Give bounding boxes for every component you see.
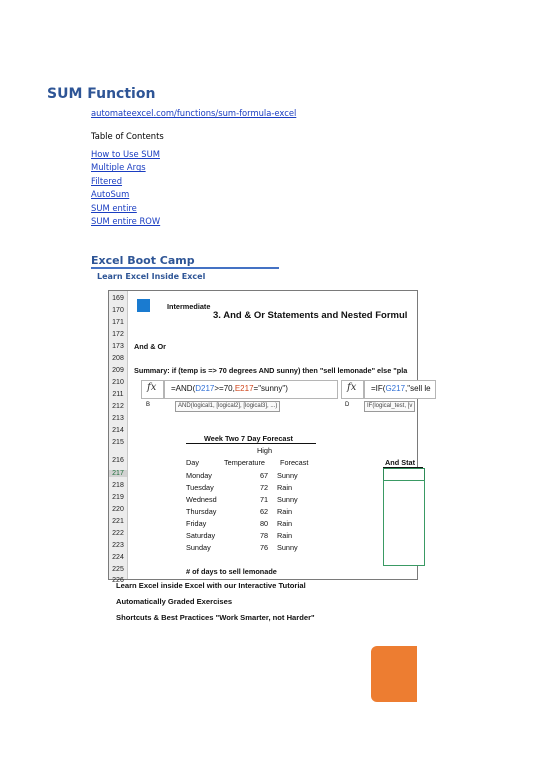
toc-item-how-to-use-sum[interactable]: How to Use SUM <box>91 149 160 159</box>
row-number-column <box>109 291 128 584</box>
toc-item-sum-entire[interactable]: SUM entire <box>91 202 137 213</box>
toc-label: Table of Contents <box>91 131 164 141</box>
temperature-cell: 62 <box>260 507 269 516</box>
row-number: 224 <box>112 554 124 561</box>
temperature-cell: 71 <box>260 495 269 504</box>
row-number: 172 <box>112 331 124 338</box>
if-syntax-tooltip: IF(logical_test, [v <box>364 401 415 412</box>
row-number: 170 <box>112 307 124 314</box>
toc-list <box>91 145 160 225</box>
row-number: 219 <box>112 494 124 501</box>
column-marker-d: D <box>345 402 350 408</box>
row-number: 208 <box>112 355 124 362</box>
summary-text: Summary: if (temp is => 70 degrees AND sunny) then "sell lemonade" else "pla <box>134 366 408 375</box>
feature-line: Automatically Graded Exercises <box>116 597 233 606</box>
source-link[interactable]: automateexcel.com/functions/sum-formula-excel <box>91 108 297 118</box>
row-number: 216 <box>112 457 124 464</box>
toc-item-sum-entire-row[interactable]: SUM entire ROW <box>91 215 161 226</box>
temperature-cell: 80 <box>260 519 269 528</box>
row-number: 220 <box>112 506 124 513</box>
header-day: Day <box>186 458 199 467</box>
row-number: 210 <box>112 379 124 386</box>
row-number: 215 <box>112 439 124 446</box>
row-number: 173 <box>112 343 124 350</box>
row-number: 221 <box>112 518 124 525</box>
toc-item-filtered[interactable]: Filtered <box>91 175 123 186</box>
forecast-cell: Rain <box>277 483 293 492</box>
formula-text-2: =IF(G217,"sell le <box>371 384 431 393</box>
forecast-cell: Sunny <box>277 495 298 504</box>
bootcamp-subtitle: Learn Excel Inside Excel <box>97 272 206 281</box>
cta-button[interactable] <box>371 646 417 702</box>
temperature-cell: 67 <box>260 471 269 480</box>
feature-line: Shortcuts & Best Practices "Work Smarter, not Harder" <box>116 613 315 622</box>
row-number: 212 <box>112 403 124 410</box>
toc-item-autosum[interactable]: AutoSum <box>91 189 130 200</box>
forecast-cell: Sunny <box>277 543 298 552</box>
level-marker-icon <box>137 299 150 312</box>
temperature-cell: 78 <box>260 531 269 540</box>
row-number: 225 <box>112 566 124 573</box>
forecast-cell: Sunny <box>277 471 298 480</box>
row-number: 171 <box>112 319 124 326</box>
fx-icon: fx <box>347 382 357 393</box>
row-number-selected: 217 <box>109 470 127 477</box>
day-cell: Monday <box>186 471 212 480</box>
row-number: 223 <box>112 542 124 549</box>
level-label: Intermediate <box>167 302 211 311</box>
header-high: High <box>257 446 273 455</box>
footer-label: # of days to sell lemonade <box>186 567 277 576</box>
day-cell: Sunday <box>186 543 211 552</box>
row-number: 222 <box>112 530 124 537</box>
feature-line: Learn Excel inside Excel with our Interactive Tutorial <box>116 581 306 590</box>
temperature-cell: 76 <box>260 543 269 552</box>
header-forecast: Forecast <box>280 458 309 467</box>
forecast-cell: Rain <box>277 531 293 540</box>
row-number: 211 <box>112 391 124 398</box>
day-cell: Saturday <box>186 531 216 540</box>
header-temperature: Temperature <box>224 458 265 467</box>
day-cell: Thursday <box>186 507 217 516</box>
row-number: 226 <box>112 577 124 584</box>
row-number: 213 <box>112 415 124 422</box>
fx-icon: fx <box>147 382 157 393</box>
row-number: 214 <box>112 427 124 434</box>
and-statement-range[interactable] <box>383 480 425 566</box>
forecast-cell: Rain <box>277 507 293 516</box>
forecast-title: Week Two 7 Day Forecast <box>204 434 293 443</box>
row-number: 218 <box>112 482 124 489</box>
day-cell: Tuesday <box>186 483 214 492</box>
bootcamp-divider <box>91 267 279 269</box>
row-number: 169 <box>112 295 124 302</box>
and-syntax-tooltip: AND(logical1, [logical2], [logical3], ...) <box>175 401 280 412</box>
section-label: And & Or <box>134 342 167 351</box>
forecast-title-underline <box>186 443 316 444</box>
day-cell: Wednesd <box>186 495 217 504</box>
day-cell: Friday <box>186 519 207 528</box>
toc-item-multiple-args[interactable]: Multiple Args <box>91 162 146 173</box>
header-and-statement: And Stat <box>385 458 415 467</box>
temperature-cell: 72 <box>260 483 269 492</box>
page-title: SUM Function <box>47 86 156 102</box>
lesson-title: 3. And & Or Statements and Nested Formul <box>213 310 408 321</box>
formula-text-1: =AND(D217>=70,E217="sunny") <box>171 384 288 393</box>
column-marker-b: B <box>146 402 151 408</box>
spreadsheet-preview <box>108 290 431 584</box>
bootcamp-title: Excel Boot Camp <box>91 254 195 267</box>
forecast-cell: Rain <box>277 519 293 528</box>
row-number: 209 <box>112 367 124 374</box>
